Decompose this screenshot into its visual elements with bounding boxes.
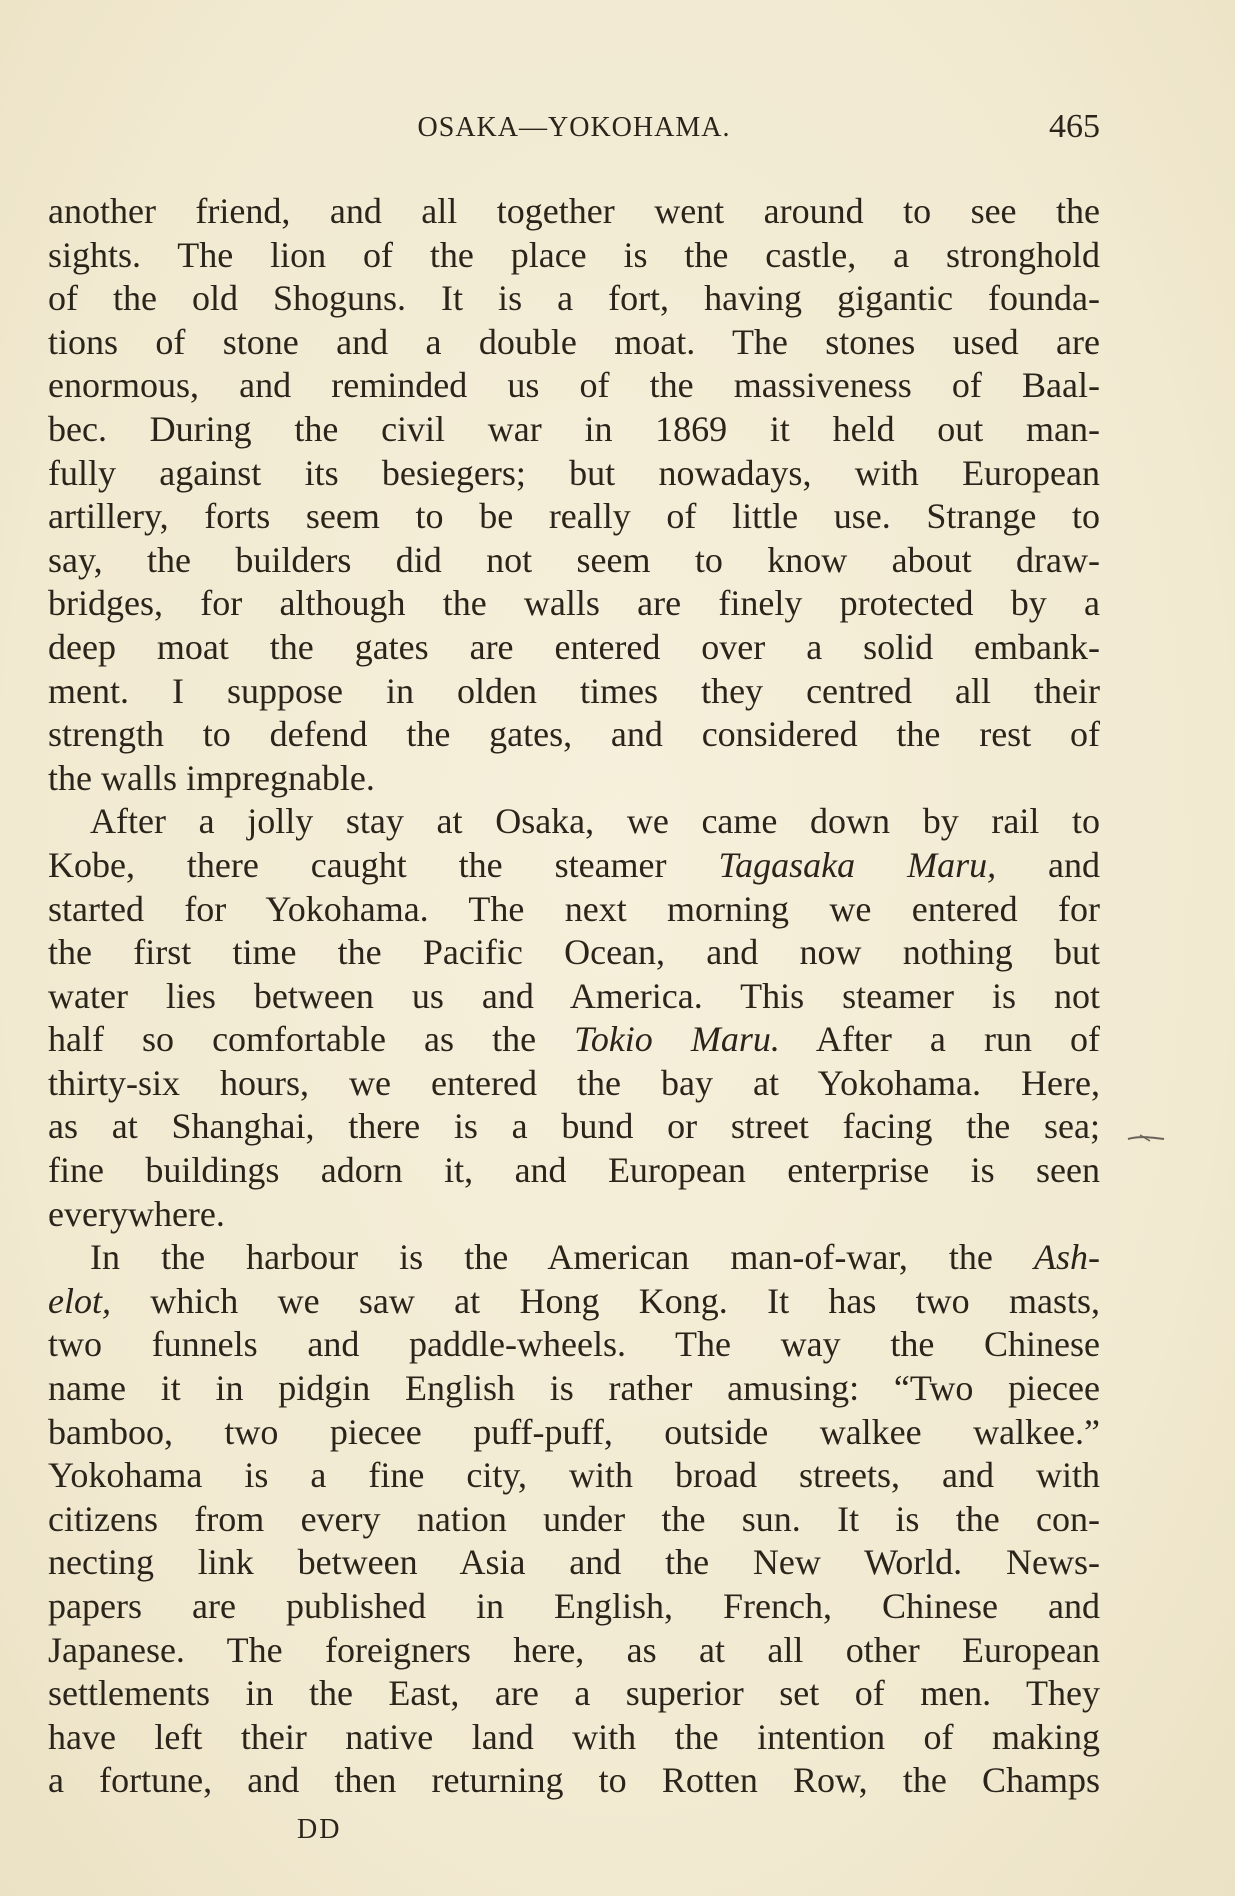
text-run: water lies between us and America. This steamer is not: [48, 975, 1100, 1016]
text-line: [48, 1323, 1100, 1367]
text-line: [48, 1193, 1100, 1237]
text-line: [48, 234, 1100, 278]
text-run: have left their native land with the intention of making: [48, 1716, 1100, 1757]
text-line: [48, 1672, 1100, 1716]
text-run: tions of stone and a double moat. The stones used are: [48, 321, 1100, 362]
text-run: half so comfortable as the: [48, 1019, 575, 1060]
text-run: citizens from every nation under the sun. It is the con-: [48, 1498, 1100, 1539]
text-line: [48, 539, 1100, 583]
text-line: [48, 800, 1100, 844]
text-run: After a jolly stay at Osaka, we came down by rail to: [90, 801, 1100, 842]
text-run: say, the builders did not seem to know about draw-: [48, 539, 1100, 580]
text-run: settlements in the East, are a superior set of men. They: [48, 1673, 1100, 1714]
text-line: [48, 713, 1100, 757]
running-title: OSAKA—YOKOHAMA.: [417, 112, 731, 143]
italic-text: Tokio Maru.: [574, 1019, 780, 1060]
text-run: started for Yokohama. The next morning we entered for: [48, 888, 1100, 929]
text-run: In the harbour is the American man-of-war, the: [90, 1237, 1034, 1278]
text-run: bridges, for although the walls are finely protected by a: [48, 583, 1100, 624]
text-line: [48, 1585, 1100, 1629]
text-run: Kobe, there caught the steamer: [48, 844, 719, 885]
text-line: [48, 364, 1100, 408]
text-run: two funnels and paddle-wheels. The way the Chinese: [48, 1324, 1100, 1365]
text-run: thirty-six hours, we entered the bay at Yokohama. Here,: [48, 1062, 1100, 1103]
text-run: the first time the Pacific Ocean, and now nothing but: [48, 932, 1100, 973]
text-line: [48, 626, 1100, 670]
text-run: which we saw at Hong Kong. It has two masts,: [110, 1280, 1100, 1321]
text-run: enormous, and reminded us of the massiveness of Baal-: [48, 365, 1100, 406]
text-run: as at Shanghai, there is a bund or street facing the sea;: [48, 1106, 1100, 1147]
text-line: [48, 888, 1100, 932]
text-line: [48, 1629, 1100, 1673]
text-line: [48, 757, 1100, 801]
text-run: bamboo, two piecee puff-puff, outside walkee walkee.”: [48, 1411, 1100, 1452]
text-run: the walls impregnable.: [48, 757, 375, 798]
text-run: everywhere.: [48, 1193, 225, 1234]
text-run: name it in pidgin English is rather amusing: “Two piecee: [48, 1368, 1100, 1409]
text-line: [48, 1411, 1100, 1455]
text-run: another friend, and all together went around to see the: [48, 191, 1100, 231]
text-run: artillery, forts seem to be really of little use. Strange to: [48, 496, 1100, 537]
page-number: 465: [1049, 108, 1100, 145]
text-line: [48, 277, 1100, 321]
text-line: [48, 1541, 1100, 1585]
text-line: [48, 1236, 1100, 1280]
text-line: [48, 408, 1100, 452]
text-run: ment. I suppose in olden times they centred all their: [48, 670, 1100, 711]
text-line: [48, 495, 1100, 539]
margin-pencil-mark: [1126, 1130, 1166, 1146]
text-line: [48, 1062, 1100, 1106]
text-run: deep moat the gates are entered over a solid embank-: [48, 626, 1100, 667]
text-run: Yokohama is a fine city, with broad streets, and with: [48, 1455, 1100, 1496]
text-line: [48, 931, 1100, 975]
text-run: fine buildings adorn it, and European enterprise is seen: [48, 1150, 1100, 1191]
text-run: Japanese. The foreigners here, as at all other European: [48, 1629, 1100, 1670]
text-line: [48, 1716, 1100, 1760]
text-line: [48, 321, 1100, 365]
text-run: a fortune, and then returning to Rotten Row, the Champs: [48, 1760, 1100, 1801]
text-line: [48, 582, 1100, 626]
text-line: [48, 975, 1100, 1019]
text-line: [48, 1149, 1100, 1193]
body-text: [48, 190, 1100, 1803]
italic-text: Tagasaka Maru,: [718, 844, 997, 885]
text-run: and: [996, 844, 1101, 885]
text-line: [48, 452, 1100, 496]
text-run: of the old Shoguns. It is a fort, having gigantic founda-: [48, 278, 1100, 319]
text-line: [48, 1759, 1100, 1803]
text-line: [48, 670, 1100, 714]
text-run: sights. The lion of the place is the castle, a stronghold: [48, 234, 1100, 275]
italic-text: elot,: [48, 1280, 111, 1321]
text-run: papers are published in English, French, Chinese and: [48, 1586, 1100, 1626]
text-line: [48, 1454, 1100, 1498]
text-run: bec. During the civil war in 1869 it held out man-: [48, 408, 1100, 449]
text-run: After a run of: [779, 1019, 1100, 1060]
text-line: [48, 1105, 1100, 1149]
page-header: [48, 108, 1100, 152]
text-run: necting link between Asia and the New World. News-: [48, 1542, 1100, 1583]
text-line: [48, 844, 1100, 888]
text-line: [48, 1018, 1100, 1062]
text-run: fully against its besiegers; but nowadays, with European: [48, 452, 1100, 493]
text-line: [48, 1498, 1100, 1542]
text-line: [48, 1367, 1100, 1411]
text-run: strength to defend the gates, and considered the rest of: [48, 714, 1100, 755]
italic-text: Ash-: [1034, 1237, 1100, 1278]
text-line: [48, 1280, 1100, 1324]
text-line: [48, 190, 1100, 234]
signature-mark: DD: [297, 1814, 342, 1845]
